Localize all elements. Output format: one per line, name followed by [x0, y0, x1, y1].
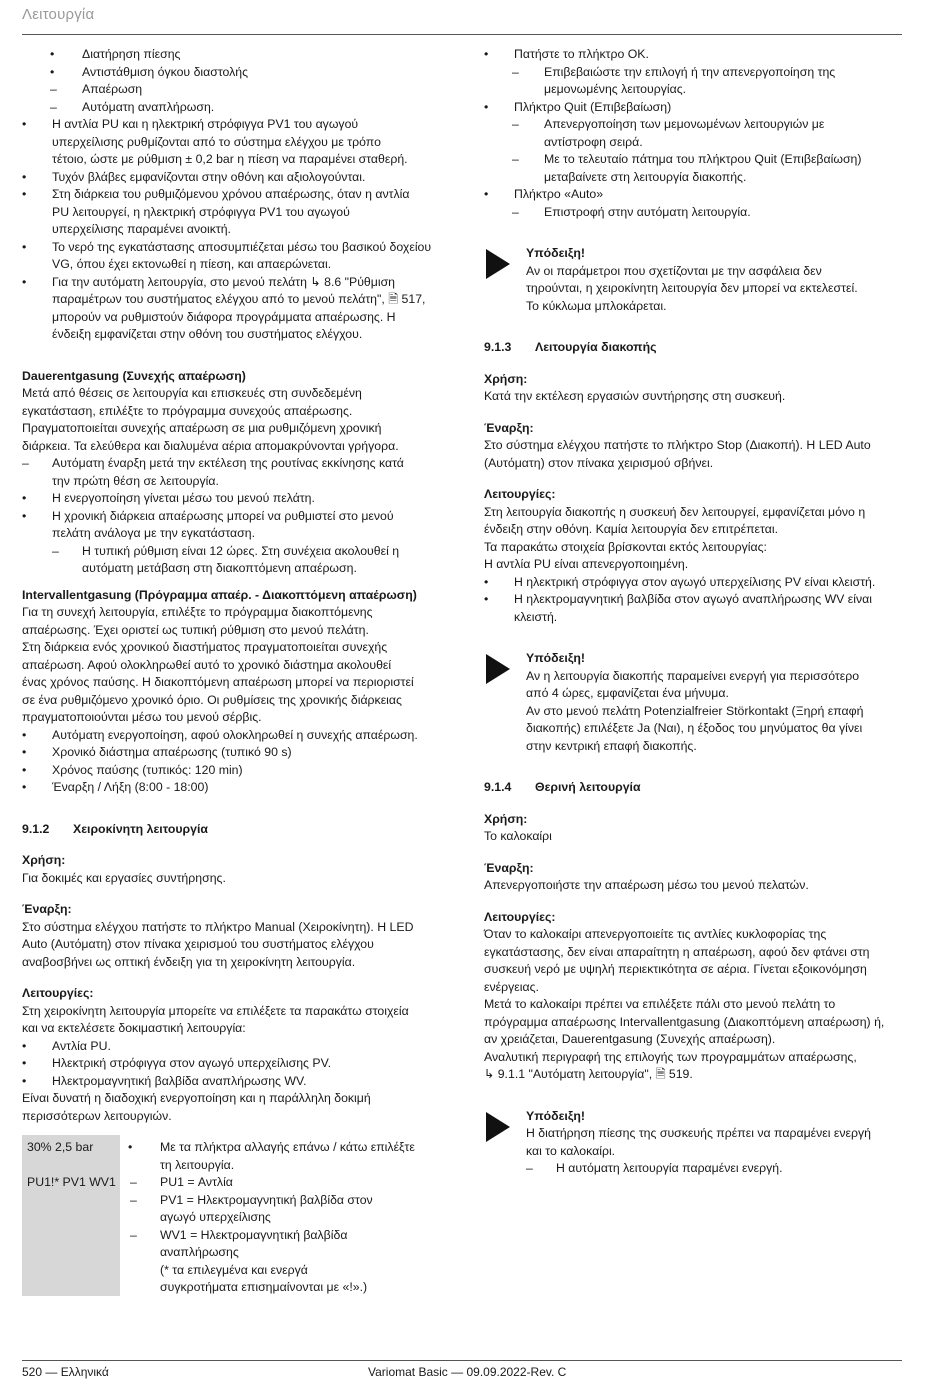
- list-item-text: Επιβεβαιώστε την επιλογή ή την απενεργοποίηση της: [544, 64, 836, 79]
- text-line: Για τη συνεχή λειτουργία, επιλέξτε το πρόγραμμα διακοπτόμενης: [22, 605, 373, 619]
- section-number: 9.1.4: [484, 780, 512, 794]
- list-item-text: Αυτόματη αναπλήρωση.: [82, 99, 215, 114]
- text-line: Στη λειτουργία διακοπής η συσκευή δεν λειτουργεί, εμφανίζεται μόνο η: [484, 504, 866, 519]
- list-item: [100, 1227, 440, 1245]
- list-item-text: Με τα πλήκτρα αλλαγής επάνω / κάτω επιλέξτε: [160, 1140, 415, 1154]
- list-item: [100, 1174, 440, 1192]
- section-title: Χειροκίνητη λειτουργία: [73, 821, 208, 836]
- use-label: Χρήση:: [484, 371, 528, 386]
- text-line: Όταν το καλοκαίρι απενεργοποιείτε τις αντλίες κυκλοφορίας της: [484, 927, 827, 941]
- text-line: διάρκεια. Τα ελεύθερα και διαλυμένα αέρια απομακρύνονται γρήγορα.: [22, 438, 399, 453]
- text-line: αν χρειάζεται, Dauerentgasung (Συνεχής απαέρωση).: [484, 1032, 776, 1046]
- footer-page-number: 520 — Ελληνικά: [22, 1365, 109, 1379]
- text-line: απαέρωσης. Έχει οριστεί ως τυπική ρύθμιση στο μενού πελάτη.: [22, 622, 369, 637]
- text-line: Πραγματοποιείται συνεχής απαέρωση σε μια ρυθμιζόμενη χρονική: [22, 421, 382, 435]
- list-item: [22, 1055, 442, 1073]
- list-marker: •: [128, 1140, 133, 1154]
- left-column: [22, 46, 442, 1125]
- list-item: [100, 1209, 440, 1227]
- functions-label: Λειτουργίες:: [22, 986, 94, 1000]
- footer-divider: [22, 1360, 902, 1361]
- list-item: [22, 525, 442, 543]
- list-item-text: VG, όπου έχει εκτονωθεί η πίεση, και απαερώνεται.: [52, 257, 332, 271]
- list-item-text: PV1 = Ηλεκτρομαγνητική βαλβίδα στον: [160, 1192, 373, 1207]
- list-item-text: παραμέτρων του συστήματος ελέγχου από το μενού πελάτη", 🗎 517,: [52, 292, 426, 306]
- list-item: [22, 186, 442, 204]
- list-item-text: ένδειξη εμφανίζεται στην οθόνη του συστήματος ελέγχου.: [52, 327, 363, 341]
- list-item: [22, 204, 442, 222]
- list-marker: •: [22, 1056, 27, 1070]
- list-item-text: Η χρονική διάρκεια απαέρωσης μπορεί να ρυθμιστεί στο μενού: [52, 508, 394, 523]
- functions-after-text: [22, 1090, 442, 1125]
- note-box: [484, 650, 904, 755]
- start-label: Έναρξη:: [484, 420, 534, 435]
- list-marker: •: [484, 592, 489, 606]
- right-column: [484, 46, 904, 1178]
- list-marker: •: [484, 187, 489, 201]
- functions-text: [22, 1003, 442, 1038]
- text-line: Στο σύστημα ελέγχου πατήστε το πλήκτρο Stop (Διακοπή). Η LED Auto: [484, 438, 871, 452]
- list-item-text: Επιστροφή στην αυτόματη λειτουργία.: [544, 204, 751, 219]
- note-text: [526, 263, 904, 316]
- list-marker: –: [50, 82, 57, 96]
- section-number: 9.1.2: [22, 821, 50, 836]
- text-line: εγκατάσταση, επιλέξτε το πρόγραμμα συνεχούς απαέρωσης.: [22, 403, 353, 418]
- text-line: Αν στο μενού πελάτη Potenzialfreier Störkontakt (Ξηρή επαφή: [526, 703, 864, 718]
- list-marker: •: [22, 508, 27, 523]
- text-line: Τα παρακάτω στοιχεία βρίσκονται εκτός λειτουργίας:: [484, 539, 767, 554]
- list-marker: –: [130, 1175, 137, 1189]
- list-item: [22, 727, 442, 745]
- use-label: Χρήση:: [22, 853, 66, 867]
- list-item-text: μπορούν να ρυθμιστούν διάφορα προγράμματα απαέρωσης. Η: [52, 309, 396, 324]
- list-item: [22, 1038, 442, 1056]
- text-line: και το καλοκαίρι.: [526, 1143, 616, 1158]
- list-item-text: Αντλία PU.: [52, 1038, 111, 1053]
- section-title: Θερινή λειτουργία: [535, 780, 641, 794]
- list-item-text: Τυχόν βλάβες εμφανίζονται στην οθόνη και αξιολογούνται.: [52, 169, 366, 184]
- list-item-text: Για την αυτόματη λειτουργία, στο μενού πελάτη ↳ 8.6 "Ρύθμιση: [52, 274, 396, 289]
- note-sub-text: Η αυτόματη λειτουργία παραμένει ενεργή.: [556, 1161, 783, 1175]
- use-label: Χρήση:: [484, 811, 528, 826]
- text-line: Αν η λειτουργία διακοπής παραμείνει ενεργή για περισσότερο: [526, 668, 860, 683]
- display-description: [100, 1139, 440, 1297]
- list-item: [22, 46, 442, 64]
- list-item: [484, 591, 904, 609]
- text-line: πρόγραμμα απαέρωσης Intervallentgasung (Διακοπτόμενη απαέρωση) ή,: [484, 1014, 885, 1029]
- key-list: [484, 46, 904, 221]
- list-item-text: αντίστροφη σειρά.: [544, 134, 643, 149]
- list-item-text: Η ηλεκτρομαγνητική βαλβίδα στον αγωγό αναπλήρωσης WV είναι: [514, 592, 873, 606]
- dauer-heading: Dauerentgasung (Συνεχής απαέρωση): [22, 368, 246, 383]
- functions-label: Λειτουργίες:: [484, 487, 556, 501]
- text-line: Κατά την εκτέλεση εργασιών συντήρησης στη συσκευή.: [484, 389, 786, 403]
- list-item: [22, 744, 442, 762]
- list-item-text: την πρώτη θέση σε λειτουργία.: [52, 473, 219, 488]
- list-item: [22, 256, 442, 274]
- list-marker: •: [484, 574, 489, 589]
- list-item: [22, 116, 442, 134]
- list-item: [22, 560, 442, 578]
- intervall-list: [22, 727, 442, 797]
- list-item: [484, 574, 904, 592]
- list-marker: –: [512, 117, 519, 131]
- list-item: [484, 169, 904, 187]
- intro-list: [22, 46, 442, 344]
- section-heading-stop: [484, 339, 904, 357]
- text-line: συσκευή νερό με υψηλή περιεκτικότητα σε αέρια. Γίνεται εξοικονόμηση: [484, 962, 867, 976]
- list-marker: •: [50, 64, 55, 79]
- display-line-2: PU1!* PV1 WV1: [27, 1175, 116, 1189]
- start-text: [484, 437, 904, 472]
- list-item: [100, 1139, 440, 1157]
- list-marker: •: [22, 1038, 27, 1053]
- list-item: [100, 1279, 440, 1297]
- list-item-text: Αντιστάθμιση όγκου διαστολής: [82, 64, 249, 79]
- list-marker: –: [22, 456, 29, 470]
- text-line: εγκατάστασης, δεν είναι απαραίτητη η απαέρωση, αφού δεν φτάνει στη: [484, 944, 870, 959]
- list-item: [22, 779, 442, 797]
- text-line: στην κεντρική επαφή διακοπής.: [526, 738, 697, 753]
- text-line: Το κύκλωμα μπλοκάρεται.: [526, 298, 667, 313]
- text-line: Στη χειροκίνητη λειτουργία μπορείτε να επιλέξετε τα παρακάτω στοιχεία: [22, 1003, 409, 1018]
- list-item-text: Χρονικό διάστημα απαέρωσης (τυπικό 90 s): [52, 745, 292, 759]
- list-item-text: Έναρξη / Λήξη (8:00 - 18:00): [52, 780, 209, 794]
- text-line: Στο σύστημα ελέγχου πατήστε το πλήκτρο Manual (Χειροκίνητη). Η LED: [22, 919, 414, 934]
- list-marker: •: [50, 47, 55, 61]
- list-item: [22, 543, 442, 561]
- list-item: [484, 134, 904, 152]
- list-marker: •: [22, 187, 27, 201]
- list-item-text: Η ηλεκτρική στρόφιγγα στον αγωγό υπερχείλισης PV είναι κλειστή.: [514, 574, 876, 589]
- list-marker: •: [484, 47, 489, 61]
- header-divider: [22, 34, 902, 35]
- text-line: ενέργειας.: [484, 979, 539, 994]
- text-line: Για δοκιμές και εργασίες συντήρησης.: [22, 870, 226, 885]
- text-line: αναβοσβήνει ως οπτική ένδειξη για τη χειροκίνητη λειτουργία.: [22, 954, 356, 969]
- functions-list: [484, 574, 904, 627]
- list-item: [22, 81, 442, 99]
- text-line: Αν οι παράμετροι που σχετίζονται με την ασφάλεια δεν: [526, 263, 822, 278]
- list-marker: •: [22, 491, 27, 505]
- list-marker: –: [52, 543, 59, 558]
- text-line: από 4 ώρες, εμφανίζεται ένα μήνυμα.: [526, 686, 729, 700]
- functions-list: [22, 1038, 442, 1091]
- list-item-text: Πατήστε το πλήκτρο OK.: [514, 47, 649, 61]
- list-item-text: Το νερό της εγκατάστασης αποσυμπιέζεται μέσω του βασικού δοχείου: [52, 239, 432, 254]
- list-marker: •: [22, 745, 27, 759]
- text-line: διακοπής) επιλέξετε Ja (Ναι), η έξοδος του μηνύματος θα γίνει: [526, 721, 863, 735]
- list-item: [22, 274, 442, 292]
- text-line: Αναλυτική περιγραφή της επιλογής των προγραμμάτων απαέρωσης,: [484, 1049, 857, 1064]
- list-item: [100, 1262, 440, 1280]
- list-marker: –: [130, 1192, 137, 1207]
- intervall-paragraph: [22, 604, 442, 727]
- text-line: Η διατήρηση πίεσης της συσκευής πρέπει να παραμένει ενεργή: [526, 1126, 872, 1140]
- text-line: πραγματοποιούνται μέσω του μενού σέρβις.: [22, 710, 262, 724]
- list-item-text: Απαέρωση: [82, 82, 143, 96]
- list-marker: •: [22, 169, 27, 184]
- list-item-text: WV1 = Ηλεκτρομαγνητική βαλβίδα: [160, 1227, 348, 1242]
- list-item-text: Στη διάρκεια του ρυθμιζόμενου χρόνου απαέρωσης, όταν η αντλία: [52, 187, 410, 201]
- list-marker: •: [22, 762, 27, 777]
- note-arrow-icon: [486, 654, 510, 684]
- note-arrow-icon: [486, 1112, 510, 1142]
- functions-text: [484, 504, 904, 574]
- list-item-text: Η τυπική ρύθμιση είναι 12 ώρες. Στη συνέχεια ακολουθεί η: [82, 543, 400, 558]
- list-item-text: Η αντλία PU και η ηλεκτρική στρόφιγγα PV1 του αγωγού: [52, 117, 359, 131]
- text-line: ένδειξη στην οθόνη. Καμία λειτουργία δεν επιτρέπεται.: [484, 522, 778, 536]
- list-item-text: πελάτη ανάλογα με την εγκατάσταση.: [52, 526, 255, 540]
- list-item: [100, 1244, 440, 1262]
- list-marker: •: [22, 239, 27, 254]
- list-item: [22, 291, 442, 309]
- text-line: Απενεργοποιήστε την απαέρωση μέσω του μενού πελατών.: [484, 878, 809, 892]
- list-item-text: αυτόματη μετάβαση στη διακοπτόμενη απαέρωση.: [82, 561, 357, 575]
- note-title: Υπόδειξη!: [526, 246, 585, 260]
- list-item-text: Η ενεργοποίηση γίνεται μέσω του μενού πελάτη.: [52, 491, 315, 505]
- list-item: [484, 151, 904, 169]
- list-item-text: μεταβαίνετε στη λειτουργία διακοπής.: [544, 169, 747, 184]
- note-title: Υπόδειξη!: [526, 651, 585, 665]
- list-item-text: Αυτόματη έναρξη μετά την εκτέλεση της ρουτίνας εκκίνησης κατά: [52, 456, 404, 470]
- note-text: [526, 1125, 904, 1160]
- footer-document-info: Variomat Basic — 09.09.2022-Rev. C: [368, 1365, 567, 1379]
- list-item: [22, 134, 442, 152]
- text-line: Το καλοκαίρι: [484, 829, 552, 843]
- list-item-text: τη λειτουργία.: [160, 1157, 235, 1172]
- list-marker: •: [484, 99, 489, 114]
- list-item: [22, 221, 442, 239]
- list-item: [484, 186, 904, 204]
- use-text: [484, 388, 904, 406]
- list-item: [484, 46, 904, 64]
- list-marker: •: [22, 1073, 27, 1088]
- list-item-text: τέτοιο, ώστε με ρύθμιση ± 0,2 bar η πίεση να παραμένει σταθερή.: [52, 152, 408, 166]
- list-item-text: PU λειτουργεί, η ηλεκτρική στρόφιγγα PV1 του αγωγού: [52, 204, 350, 219]
- text-line: και να εκτελέσετε δοκιμαστική λειτουργία:: [22, 1021, 246, 1035]
- section-number: 9.1.3: [484, 340, 512, 354]
- text-line: Η αντλία PU είναι απενεργοποιημένη.: [484, 557, 689, 571]
- list-item-text: υπερχείλισης ρυθμίζονται από το σύστημα ελέγχου με τρόπο: [52, 134, 381, 149]
- text-line: Auto (Αυτόματη) στον πίνακα χειρισμού του συστήματος ελέγχου: [22, 937, 374, 951]
- list-item-text: μεμονωμένης λειτουργίας.: [544, 82, 687, 96]
- section-heading-summer: [484, 779, 904, 797]
- list-item-text: Χρόνος παύσης (τυπικός: 120 min): [52, 762, 243, 777]
- list-item: [22, 239, 442, 257]
- text-line: σε ένα ρυθμιζόμενο χρονικό όριο. Οι ρυθμίσεις της χρονικής διάρκειας: [22, 692, 402, 707]
- dauer-paragraph: [22, 385, 442, 455]
- note-arrow-icon: [486, 249, 510, 279]
- start-text: [22, 919, 442, 972]
- list-marker: –: [512, 64, 519, 79]
- list-item: [22, 326, 442, 344]
- display-line-1: 30% 2,5 bar: [27, 1140, 94, 1154]
- list-marker: –: [512, 204, 519, 219]
- use-text: [484, 828, 904, 846]
- list-item: [484, 609, 904, 627]
- list-item-text: συγκροτήματα επισημαίνονται με «!».): [160, 1280, 368, 1294]
- start-text: [484, 877, 904, 895]
- list-item-text: κλειστή.: [514, 609, 558, 624]
- list-marker: •: [22, 727, 27, 742]
- section-title: Λειτουργία διακοπής: [535, 340, 657, 354]
- list-marker: •: [22, 117, 27, 131]
- list-item: [484, 116, 904, 134]
- list-item-text: PU1 = Αντλία: [160, 1175, 233, 1189]
- list-marker: –: [130, 1227, 137, 1242]
- list-item: [22, 1073, 442, 1091]
- list-item: [22, 151, 442, 169]
- start-label: Έναρξη:: [484, 860, 534, 875]
- list-item-text: Ηλεκτρική στρόφιγγα στον αγωγό υπερχείλισης PV.: [52, 1056, 332, 1070]
- functions-text: [484, 926, 904, 1084]
- text-line: ↳ 9.1.1 "Αυτόματη λειτουργία", 🗎 519.: [484, 1067, 693, 1081]
- list-item-text: Πλήκτρο «Auto»: [514, 187, 604, 201]
- list-item-text: Με το τελευταίο πάτημα του πλήκτρου Quit (Επιβεβαίωση): [544, 152, 862, 166]
- list-item-text: αγωγό υπερχείλισης: [160, 1210, 271, 1224]
- list-item: [100, 1157, 440, 1175]
- intervall-heading: Intervallentgasung (Πρόγραμμα απαέρ. - Διακοπτόμενη απαέρωση): [22, 587, 417, 602]
- text-line: Είναι δυνατή η διαδοχική ενεργοποίηση και η παράλληλη δοκιμή: [22, 1091, 371, 1105]
- list-marker: –: [512, 152, 519, 166]
- list-item: [484, 99, 904, 117]
- note-text: [526, 668, 904, 756]
- use-text: [22, 870, 442, 888]
- text-line: Μετά το καλοκαίρι πρέπει να επιλέξετε πάλι στο μενού πελάτη το: [484, 997, 836, 1011]
- text-line: Μετά από θέσεις σε λειτουργία και επισκευές στη συνδεδεμένη: [22, 386, 362, 400]
- note-box: [484, 245, 904, 315]
- text-line: Στη διάρκεια ενός χρονικού διαστήματος πραγματοποιείται συνεχής: [22, 640, 388, 654]
- list-item-text: αναπλήρωσης: [160, 1245, 239, 1259]
- list-item-text: Αυτόματη ενεργοποίηση, αφού ολοκληρωθεί η συνεχής απαέρωση.: [52, 727, 418, 742]
- start-label: Έναρξη:: [22, 902, 72, 916]
- text-line: ένας χρόνος παύσης. Η διακοπτόμενη απαέρωση μπορεί να περιοριστεί: [22, 675, 414, 689]
- page-header-title: Λειτουργία: [22, 6, 95, 23]
- list-item-text: (* τα επιλεγμένα και ενεργά: [160, 1262, 308, 1277]
- section-heading-manual: [22, 821, 442, 839]
- list-item: [22, 508, 442, 526]
- list-item: [22, 309, 442, 327]
- list-item: [22, 64, 442, 82]
- dauer-list: [22, 455, 442, 578]
- list-item: [22, 455, 442, 473]
- list-item-text: Απενεργοποίηση των μεμονωμένων λειτουργιών με: [544, 117, 825, 131]
- list-item-text: Πλήκτρο Quit (Επιβεβαίωση): [514, 99, 672, 114]
- list-item: [484, 204, 904, 222]
- list-item-text: υπερχείλισης παραμένει ανοικτή.: [52, 222, 231, 236]
- text-line: απαέρωση. Αφού ολοκληρωθεί αυτό το χρονικό διάστημα ακολουθεί: [22, 657, 392, 672]
- list-item: [22, 99, 442, 117]
- list-item: [22, 762, 442, 780]
- list-item: [22, 473, 442, 491]
- list-item: [22, 169, 442, 187]
- text-line: περισσότερων λειτουργιών.: [22, 1108, 172, 1123]
- note-title: Υπόδειξη!: [526, 1108, 585, 1123]
- functions-label: Λειτουργίες:: [484, 909, 556, 924]
- list-marker: –: [526, 1161, 533, 1175]
- note-box: [484, 1108, 904, 1178]
- list-marker: –: [50, 99, 57, 114]
- list-marker: •: [22, 780, 27, 794]
- list-item-text: Διατήρηση πίεσης: [82, 47, 181, 61]
- list-item: [484, 64, 904, 82]
- note-sub-item: [526, 1160, 904, 1178]
- list-marker: •: [22, 274, 27, 289]
- list-item: [22, 490, 442, 508]
- list-item: [100, 1192, 440, 1210]
- list-item: [484, 81, 904, 99]
- text-line: (Αυτόματη) στον πίνακα χειρισμού σβήνει.: [484, 455, 714, 470]
- list-item-text: Ηλεκτρομαγνητική βαλβίδα αναπλήρωσης WV.: [52, 1073, 307, 1088]
- text-line: τηρούνται, η χειροκίνητη λειτουργία δεν μπορεί να εκτελεστεί.: [526, 281, 858, 295]
